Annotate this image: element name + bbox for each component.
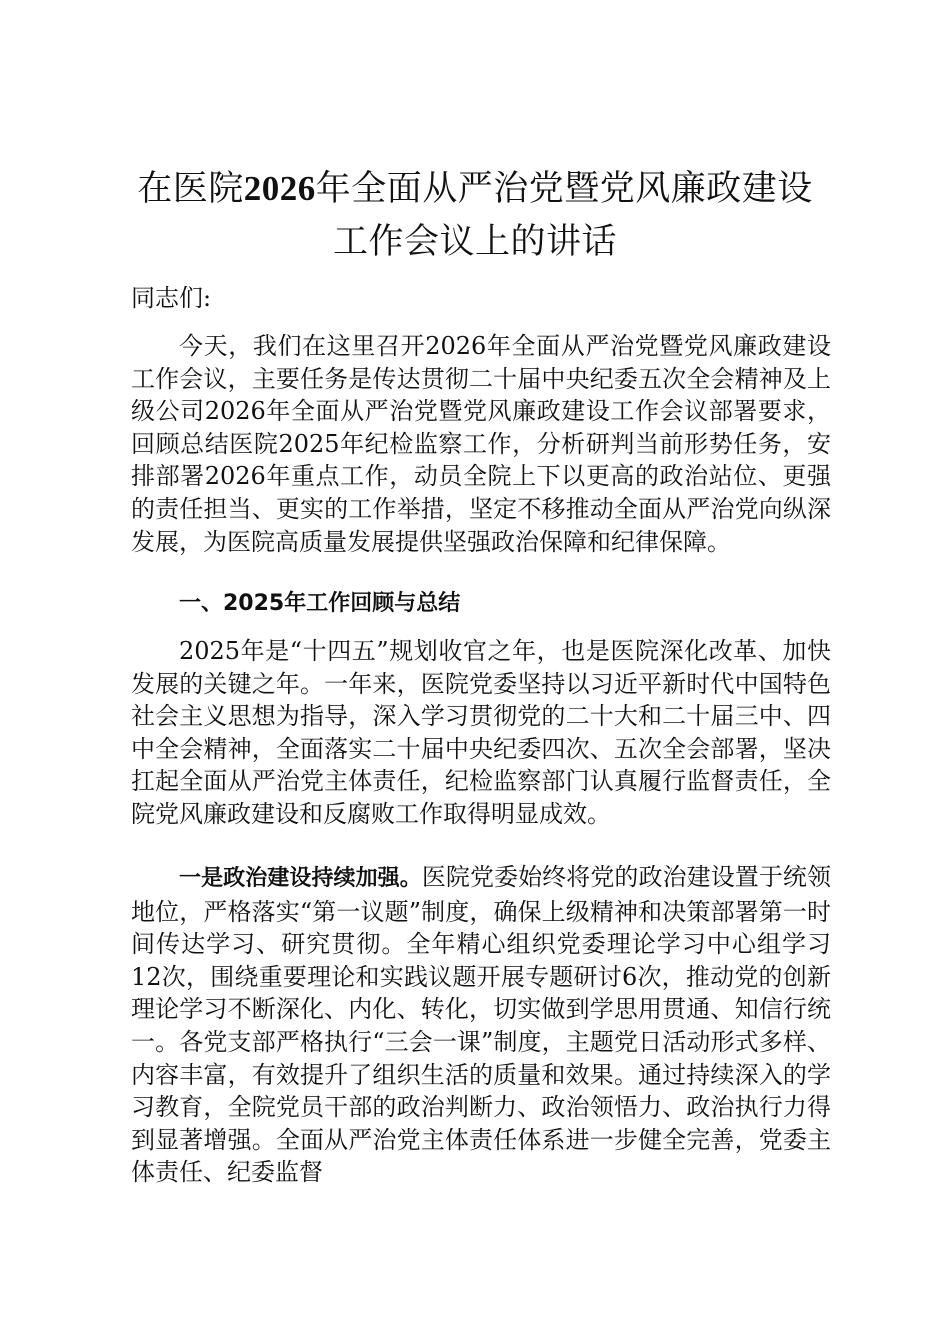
section-heading-1: 一、2025年工作回顾与总结 bbox=[179, 591, 461, 616]
document-title-line1 bbox=[120, 167, 830, 211]
paragraph-intro: 今天，我们在这里召开2026年全面从严治党暨党风廉政建设工作会议，主要任务是传达贯彻二十届中央纪委五次全会精神及上级公司2026年全面从严治党暨党风廉政建设工作会议部署要求，回顾总结医院2025年纪检监察工作，分析研判当前形势任务，安排部署2026年重点工作，动员全院上下以更高的政治站位、更强的责任担当、更实的工作举措，坚定不移推动全面从严治党向纵深发展，为医院高质量发展提供坚强政治保障和纪律保障。 bbox=[131, 332, 831, 556]
title-prefix: 在医院 bbox=[137, 169, 244, 209]
paragraph-body: 医院党委始终将党的政治建设置于统领地位，严格落实“第一议题”制度，确保上级精神和决策部署第一时间传达学习、研究贯彻。全年精心组织党委理论学习中心组学习12次，围绕重要理论和实践议题开展专题研讨6次，推动党的创新理论学习不断深化、内化、转化，切实做到学思用贯通、知信行统一。各党支部严格执行“三会一课”制度，主题党日活动形式多样、内容丰富，有效提升了组织生活的质量和效果。通过持续深入的学习教育，全院党员干部的政治判断力、政治领悟力、政治执行力得到显著增强。全面从严治党主体责任体系进一步健全完善，党委主体责任、纪委监督 bbox=[131, 863, 831, 1187]
paragraph-political-building bbox=[131, 861, 831, 1189]
title-suffix: 年全面从严治党暨党风廉政建设 bbox=[315, 169, 813, 209]
paragraph-lead: 一是政治建设持续加强。 bbox=[179, 866, 422, 891]
paragraph-review: 2025年是“十四五”规划收官之年，也是医院深化改革、加快发展的关键之年。一年来，医院党委坚持以习近平新时代中国特色社会主义思想为指导，深入学习贯彻党的二十大和二十届三中、四中全会精神，全面落实二十届中央纪委四次、五次全会部署，坚决扛起全面从严治党主体责任，纪检监察部门认真履行监督责任，全院党风廉政建设和反腐败工作取得明显成效。 bbox=[131, 637, 831, 828]
salutation: 同志们: bbox=[131, 284, 212, 312]
document-title-line2: 工作会议上的讲话 bbox=[332, 222, 617, 262]
title-year: 2026 bbox=[243, 169, 316, 208]
